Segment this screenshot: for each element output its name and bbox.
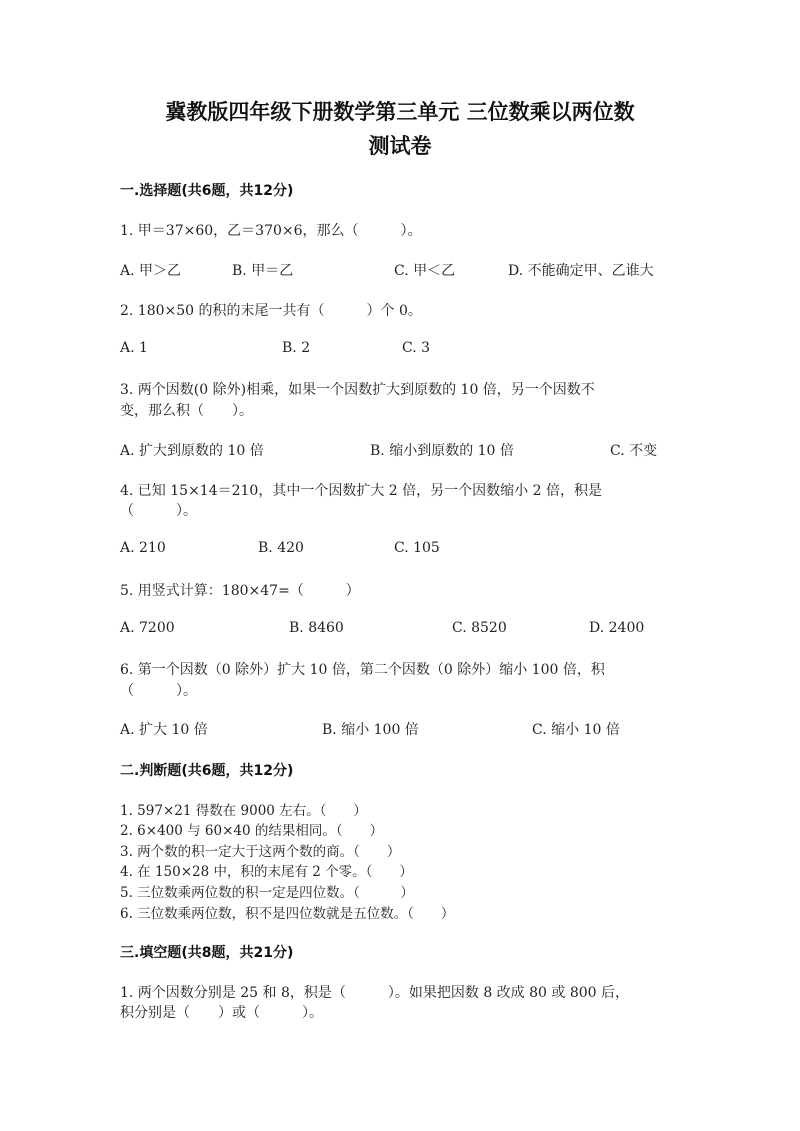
- exam-title-line2: 测试卷: [368, 134, 432, 158]
- judge-item-6: 6. 三位数乘两位数，积不是四位数就是五位数。（ ）: [120, 906, 455, 922]
- q6-option-b: B. 缩小 100 倍: [322, 722, 419, 738]
- q4-option-a: A. 210: [120, 540, 166, 556]
- section1-heading: 一.选择题(共6题，共12分): [120, 183, 294, 199]
- q3-option-b: B. 缩小到原数的 10 倍: [370, 443, 514, 459]
- question-4-line2: （ ）。: [120, 503, 197, 519]
- q5-option-a: A. 7200: [120, 620, 175, 636]
- q6-option-c: C. 缩小 10 倍: [532, 722, 620, 738]
- q5-option-c: C. 8520: [452, 620, 507, 636]
- section2-heading: 二.判断题(共6题，共12分): [120, 763, 294, 779]
- q6-option-a: A. 扩大 10 倍: [120, 722, 208, 738]
- question-1-text: 1. 甲＝37×60，乙＝370×6，那么（ ）。: [120, 223, 422, 239]
- judge-item-5: 5. 三位数乘两位数的积一定是四位数。（ ）: [120, 885, 414, 901]
- question-6-line2: （ ）。: [120, 683, 197, 699]
- judge-item-1: 1. 597×21 得数在 9000 左右。（ ）: [120, 803, 367, 819]
- question-3-line2: 变，那么积（ ）。: [120, 403, 253, 419]
- q4-option-c: C. 105: [394, 540, 440, 556]
- q1-option-a: A. 甲＞乙: [120, 263, 182, 279]
- judge-item-4: 4. 在 150×28 中，积的末尾有 2 个零。（ ）: [120, 864, 413, 880]
- question-2-text: 2. 180×50 的积的末尾一共有（ ）个 0。: [120, 303, 422, 319]
- q4-option-b: B. 420: [258, 540, 304, 556]
- judge-item-2: 2. 6×400 与 60×40 的结果相同。（ ）: [120, 823, 384, 839]
- q3-option-c: C. 不变: [610, 443, 658, 459]
- judge-item-3: 3. 两个数的积一定大于这两个数的商。（ ）: [120, 844, 401, 860]
- fill-question-1-line2: 积分别是（ ）或（ ）。: [120, 1005, 323, 1021]
- q2-option-c: C. 3: [402, 340, 431, 356]
- q1-option-d: D. 不能确定甲、乙谁大: [508, 263, 654, 279]
- section3-heading: 三.填空题(共8题，共21分): [120, 945, 294, 961]
- q5-option-b: B. 8460: [289, 620, 344, 636]
- q1-option-c: C. 甲＜乙: [394, 263, 456, 279]
- question-3-line1: 3. 两个因数(0 除外)相乘，如果一个因数扩大到原数的 10 倍，另一个因数不: [120, 382, 595, 398]
- question-4-line1: 4. 已知 15×14＝210，其中一个因数扩大 2 倍，另一个因数缩小 2 倍，积是: [120, 483, 602, 499]
- q1-option-b: B. 甲＝乙: [232, 263, 294, 279]
- fill-question-1-line1: 1. 两个因数分别是 25 和 8，积是（ ）。如果把因数 8 改成 80 或 800 后，: [120, 985, 630, 1001]
- question-5-text: 5. 用竖式计算：180×47=（ ）: [120, 583, 360, 599]
- question-6-line1: 6. 第一个因数（0 除外）扩大 10 倍，第二个因数（0 除外）缩小 100 倍，积: [120, 662, 605, 678]
- q3-option-a: A. 扩大到原数的 10 倍: [120, 443, 264, 459]
- exam-title-line1: 冀教版四年级下册数学第三单元 三位数乘以两位数: [165, 100, 635, 124]
- q2-option-b: B. 2: [282, 340, 311, 356]
- q2-option-a: A. 1: [120, 340, 148, 356]
- q5-option-d: D. 2400: [589, 620, 645, 636]
